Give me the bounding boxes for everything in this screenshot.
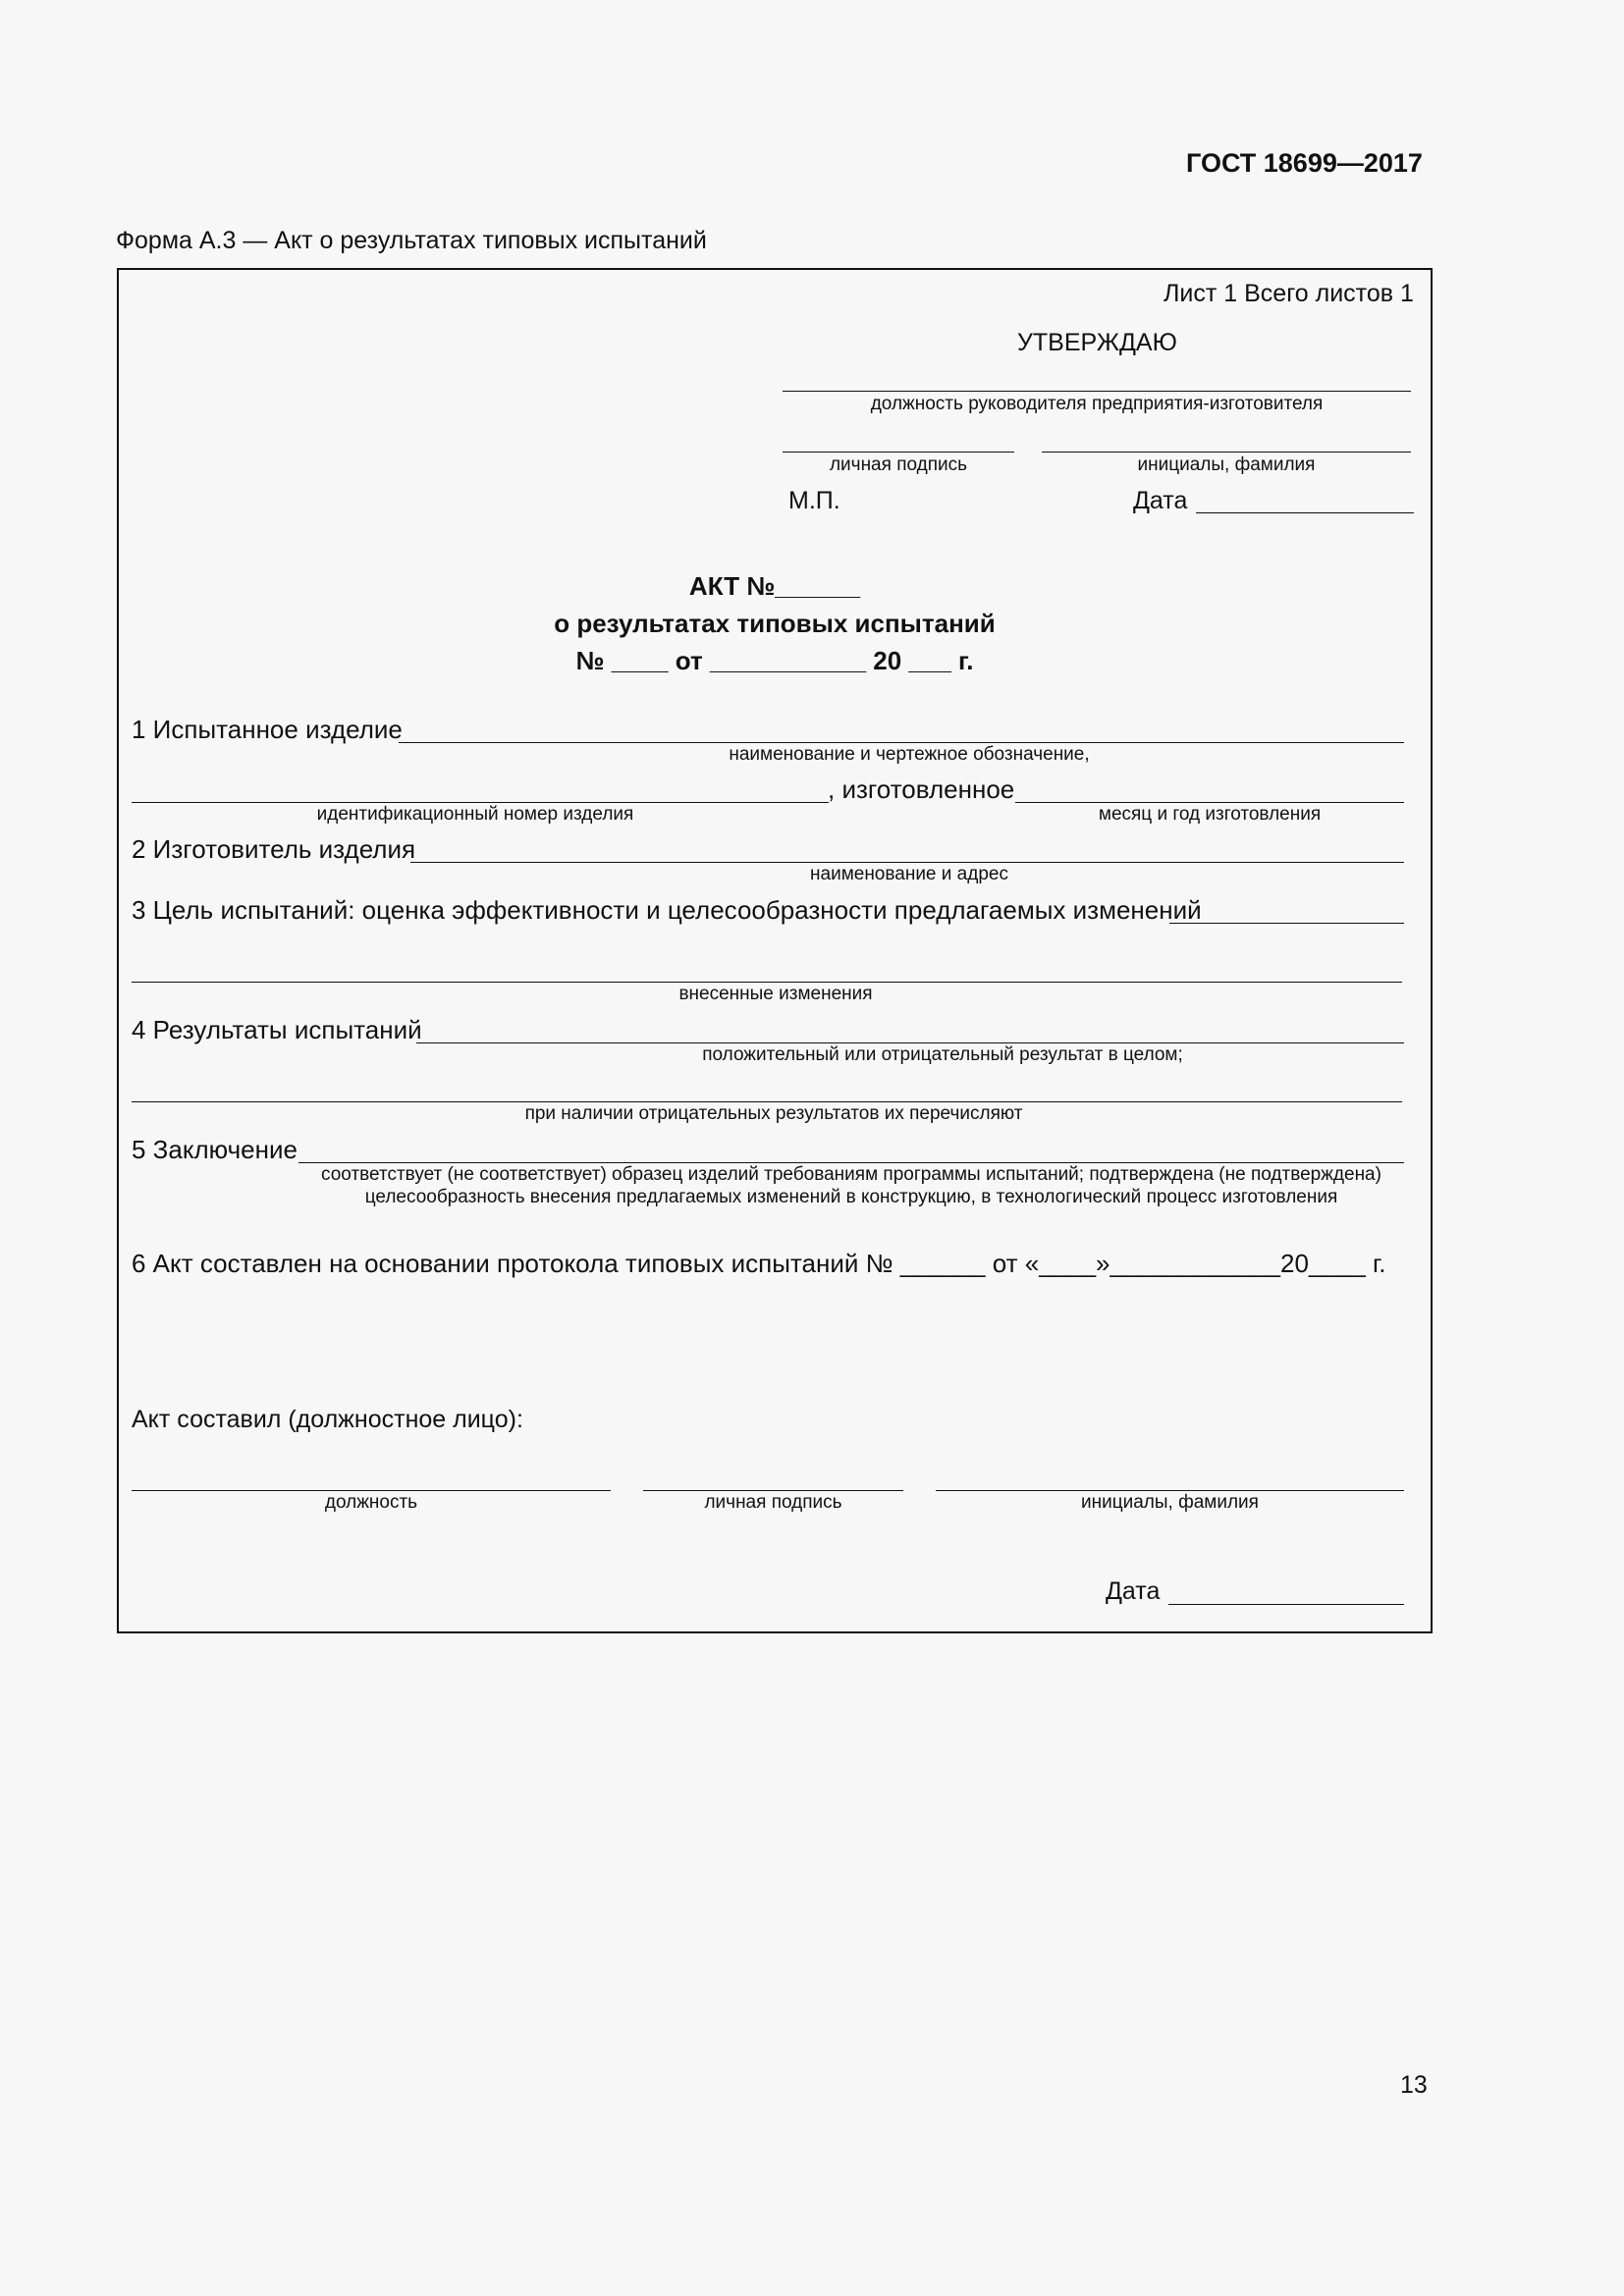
item2-label: 2 Изготовитель изделия — [132, 834, 416, 864]
compiled-date-line[interactable] — [1168, 1604, 1404, 1605]
act-title-date: № ____ от ___________ 20 ___ г. — [575, 646, 974, 675]
compiled-position-caption: должность — [324, 1492, 418, 1513]
approve-position-caption: должность руководителя предприятия-изготовителя — [870, 394, 1324, 414]
compiled-label: Акт составил (должностное лицо): — [132, 1406, 523, 1433]
item3-caption: внесенные изменения — [678, 984, 873, 1004]
approve-signature-line[interactable] — [783, 452, 1014, 453]
item3-changes-line[interactable] — [132, 982, 1402, 983]
item2-caption: наименование и адрес — [810, 864, 1008, 884]
approve-name-line[interactable] — [1042, 452, 1411, 453]
item1-product-line[interactable] — [399, 742, 1404, 743]
act-title-subject: о результатах типовых испытаний — [554, 609, 996, 638]
item5-caption1: соответствует (не соответствует) образец изделий требованиям программы испытаний; подтверждена (не подтверждена) — [321, 1164, 1381, 1185]
approve-signature-caption: личная подпись — [829, 454, 968, 475]
compiled-name-caption: инициалы, фамилия — [1081, 1492, 1259, 1513]
item4-label: 4 Результаты испытаний — [132, 1015, 422, 1044]
sheet-info: Лист 1 Всего листов 1 — [1164, 280, 1414, 307]
item1-label: 1 Испытанное изделие — [132, 715, 403, 744]
item3-label: 3 Цель испытаний: оценка эффективности и целесообразности предлагаемых изменений — [132, 895, 1202, 925]
form-caption: Форма А.3 — Акт о результатах типовых испытаний — [116, 227, 707, 254]
item1-id-caption: идентификационный номер изделия — [316, 804, 634, 825]
standard-number: ГОСТ 18699—2017 — [1186, 148, 1423, 178]
item1-date-line[interactable] — [1015, 802, 1404, 803]
approve-name-caption: инициалы, фамилия — [1137, 454, 1316, 475]
approve-date-label: Дата — [1133, 487, 1188, 514]
approve-position-line[interactable] — [783, 391, 1411, 392]
compiled-signature-line[interactable] — [643, 1490, 903, 1491]
item4-caption2: при наличии отрицательных результатов их перечисляют — [524, 1103, 1023, 1124]
compiled-position-line[interactable] — [132, 1490, 611, 1491]
compiled-name-line[interactable] — [936, 1490, 1404, 1491]
item5-label: 5 Заключение — [132, 1135, 298, 1164]
item5-caption2: целесообразность внесения предлагаемых изменений в конструкцию, в технологический процесс изготовления — [364, 1187, 1338, 1207]
approve-title: УТВЕРЖДАЮ — [1017, 329, 1177, 356]
compiled-signature-caption: личная подпись — [704, 1492, 842, 1513]
stamp-label: М.П. — [788, 487, 840, 514]
compiled-date-label: Дата — [1106, 1577, 1161, 1605]
item1-date-caption: месяц и год изготовления — [1098, 804, 1322, 825]
item2-line[interactable] — [410, 862, 1404, 863]
act-title-number: АКТ №______ — [688, 571, 861, 601]
item4-details-line[interactable] — [132, 1101, 1402, 1102]
item3-line[interactable] — [1169, 923, 1404, 924]
page-number: 13 — [1400, 2071, 1428, 2099]
item4-caption: положительный или отрицательный результат в целом; — [702, 1044, 1183, 1065]
item4-line[interactable] — [416, 1042, 1404, 1043]
approve-date-line[interactable] — [1196, 512, 1414, 513]
item6-text: 6 Акт составлен на основании протокола типовых испытаний № ______ от «____»____________20____ г. — [132, 1249, 1386, 1278]
item5-line[interactable] — [298, 1162, 1404, 1163]
item1-made-label: , изготовленное — [828, 774, 1015, 804]
item1-caption: наименование и чертежное обозначение, — [729, 744, 1090, 765]
item1-id-line[interactable] — [132, 802, 829, 803]
